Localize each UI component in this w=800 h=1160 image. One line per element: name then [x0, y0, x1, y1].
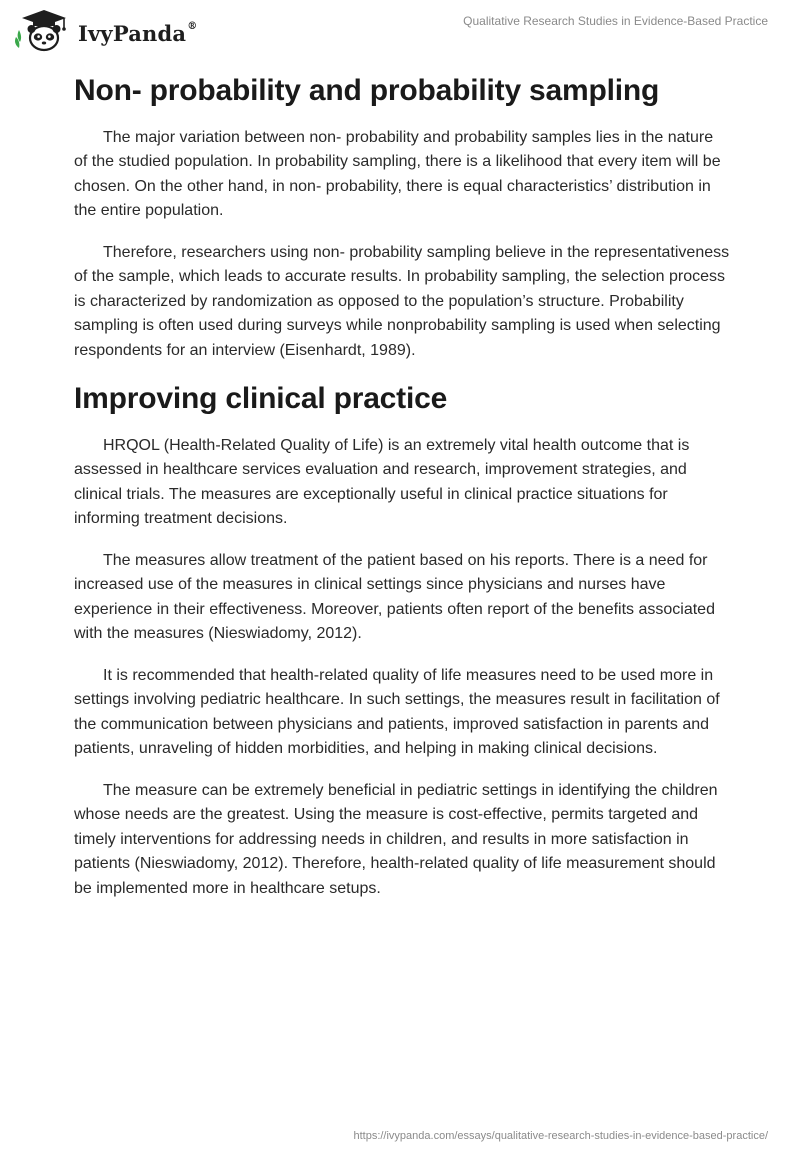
paragraph: HRQOL (Health-Related Quality of Life) is an extremely vital health outcome that is assessed in healthcare services evaluation and research, improvement strategies, and clinical trials. The measures are exceptionally useful in clinical practice situations for informing treatment decisions. [74, 436, 690, 527]
brand-logo[interactable] [14, 8, 197, 52]
brand-name: IvyPanda® [78, 20, 198, 46]
page-header [0, 0, 800, 60]
section-sampling [74, 72, 730, 363]
source-url[interactable]: https://ivypanda.com/essays/qualitative-research-studies-in-evidence-based-practice/ [353, 1130, 768, 1142]
panda-graduation-cap-icon [14, 8, 72, 52]
section-heading: Non- probability and probability sampling [74, 74, 660, 107]
section-clinical-practice [74, 380, 730, 901]
paragraph: The measure can be extremely beneficial in pediatric settings in identifying the children whose needs are the greatest. Using the measure is cost-effective, permits targeted and timely interventions for addressing needs in children, and results in more satisfaction in patients (Nieswiadomy, 2012). Therefore, health-related quality of life measurement should be implemented more in healthcare setups. [74, 781, 718, 897]
document-title: Qualitative Research Studies in Evidence-Based Practice [463, 14, 768, 28]
essay-content [74, 66, 730, 918]
section-heading: Improving clinical practice [74, 382, 448, 415]
paragraph: The measures allow treatment of the patient based on his reports. There is a need for increased use of the measures in clinical settings since physicians and nurses have experience in their effectiveness. Moreover, patients often report of the benefits associated with the measures (Nieswiadomy, 2012). [74, 551, 715, 642]
paragraph: Therefore, researchers using non- probability sampling believe in the representativeness of the sample, which leads to accurate results. In probability sampling, the selection process is characterized by randomization as opposed to the population’s structure. Probability sampling is often used during surveys while nonprobability sampling is used when selecting respondents for an interview (Eisenhardt, 1989). [74, 243, 730, 359]
paragraph: The major variation between non- probability and probability samples lies in the nature of the studied population. In probability sampling, there is a likelihood that every item will be chosen. On the other hand, in non- probability, there is equal characteristics’ distribution in the entire population. [74, 128, 721, 219]
paragraph: It is recommended that health-related quality of life measures need to be used more in settings involving pediatric healthcare. In such settings, the measures result in facilitation of the communication between physicians and patients, improved satisfaction in parents and patients, unraveling of hidden morbidities, and helping in making clinical decisions. [74, 666, 720, 757]
